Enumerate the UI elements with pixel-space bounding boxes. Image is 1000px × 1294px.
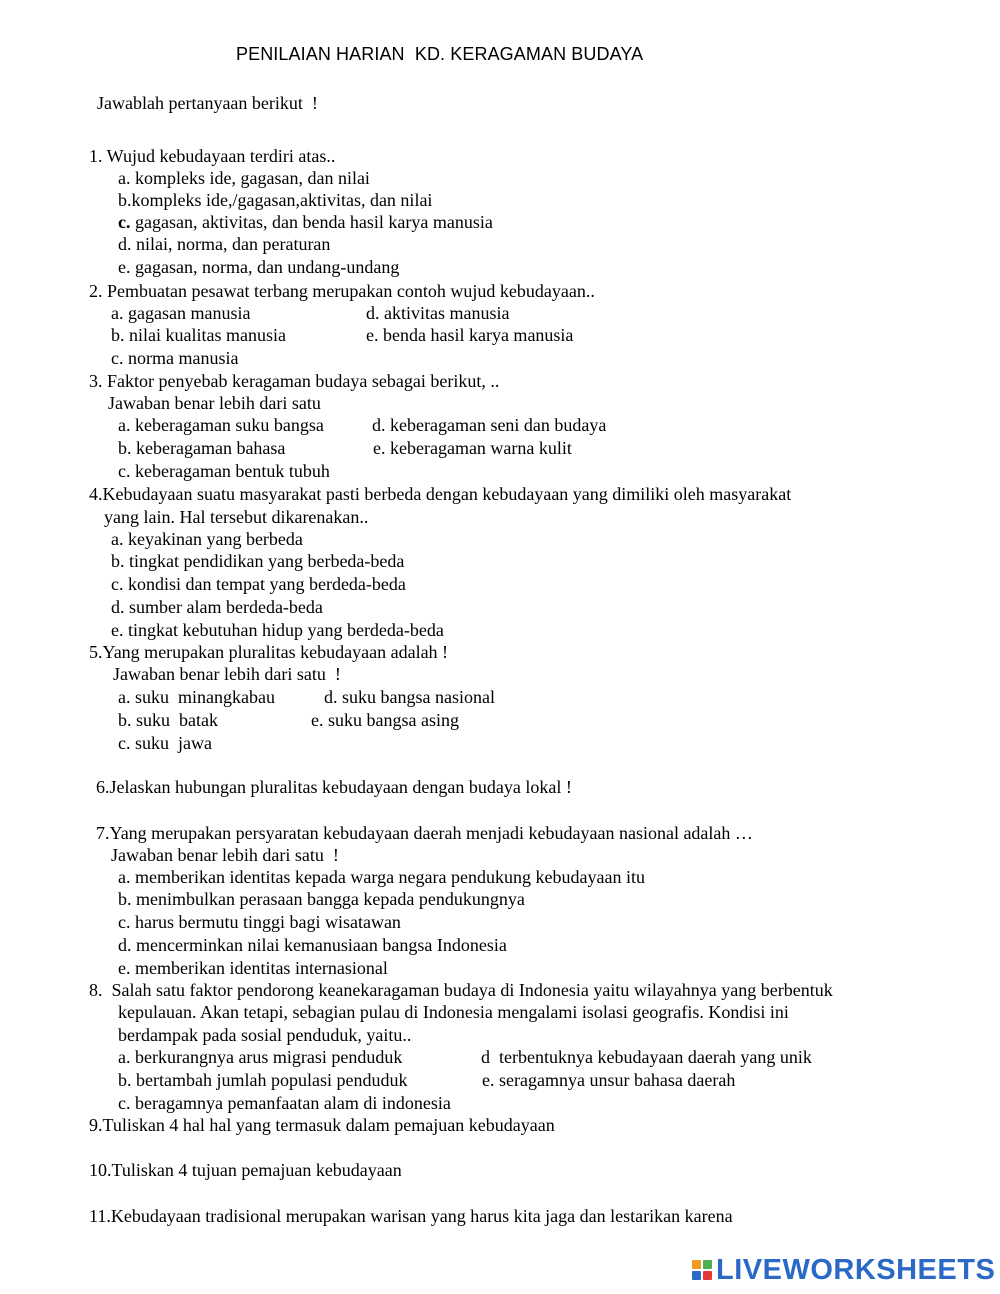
question-5-stem: 5.Yang merupakan pluralitas kebudayaan adalah ! [89, 642, 449, 662]
question-7-note: Jawaban benar lebih dari satu ! [111, 845, 339, 865]
question-5-option-b[interactable]: b. suku batak [118, 710, 218, 730]
question-1-option-c-text: gagasan, aktivitas, dan benda hasil karya manusia [130, 212, 493, 232]
question-2-option-c[interactable]: c. norma manusia [111, 348, 239, 368]
question-2-stem: 2. Pembuatan pesawat terbang merupakan contoh wujud kebudayaan.. [89, 281, 595, 301]
question-8-stem-line-1: 8. Salah satu faktor pendorong keanekaragaman budaya di Indonesia yaitu wilayahnya yang berbentuk [89, 980, 833, 1000]
question-8-option-a[interactable]: a. berkurangnya arus migrasi penduduk [118, 1047, 403, 1067]
liveworksheets-logo-text: LIVEWORKSHEETS [716, 1253, 996, 1286]
question-7-option-e[interactable]: e. memberikan identitas internasional [118, 958, 388, 978]
question-7-stem: 7.Yang merupakan persyaratan kebudayaan daerah menjadi kebudayaan nasional adalah … [96, 823, 753, 843]
instruction: Jawablah pertanyaan berikut ! [97, 93, 318, 113]
question-2-option-b[interactable]: b. nilai kualitas manusia [111, 325, 286, 345]
page-title: PENILAIAN HARIAN KD. KERAGAMAN BUDAYA [236, 44, 644, 64]
question-5-option-c[interactable]: c. suku jawa [118, 733, 212, 753]
question-8-option-b[interactable]: b. bertambah jumlah populasi penduduk [118, 1070, 408, 1090]
question-3-option-c[interactable]: c. keberagaman bentuk tubuh [118, 461, 330, 481]
question-1-option-c-letter: c. [118, 212, 131, 232]
question-4-option-c[interactable]: c. kondisi dan tempat yang berdeda-beda [111, 574, 406, 594]
question-1-option-d[interactable]: d. nilai, norma, dan peraturan [118, 234, 331, 254]
question-8-option-e[interactable]: e. seragamnya unsur bahasa daerah [482, 1070, 736, 1090]
question-5-option-d[interactable]: d. suku bangsa nasional [324, 687, 495, 707]
question-8-option-d[interactable]: d terbentuknya kebudayaan daerah yang unik [481, 1047, 812, 1067]
question-10-stem: 10.Tuliskan 4 tujuan pemajuan kebudayaan [89, 1160, 402, 1180]
question-2-option-e[interactable]: e. benda hasil karya manusia [366, 325, 574, 345]
question-7-option-c[interactable]: c. harus bermutu tinggi bagi wisatawan [118, 912, 401, 932]
question-4-option-b[interactable]: b. tingkat pendidikan yang berbeda-beda [111, 551, 405, 571]
question-4-option-d[interactable]: d. sumber alam berdeda-beda [111, 597, 323, 617]
question-8-stem-line-3: berdampak pada sosial penduduk, yaitu.. [118, 1025, 412, 1045]
question-3-option-d[interactable]: d. keberagaman seni dan budaya [372, 415, 607, 435]
liveworksheets-logo[interactable] [692, 1255, 995, 1285]
question-9-stem: 9.Tuliskan 4 hal hal yang termasuk dalam pemajuan kebudayaan [89, 1115, 555, 1135]
question-1-option-a[interactable]: a. kompleks ide, gagasan, dan nilai [118, 168, 370, 188]
question-2-option-d[interactable]: d. aktivitas manusia [366, 303, 510, 323]
question-11-stem: 11.Kebudayaan tradisional merupakan warisan yang harus kita jaga dan lestarikan karena [89, 1206, 733, 1226]
question-4-stem-line-1: 4.Kebudayaan suatu masyarakat pasti berbeda dengan kebudayaan yang dimiliki oleh masyarakat [89, 484, 792, 504]
question-4-option-a[interactable]: a. keyakinan yang berbeda [111, 529, 303, 549]
question-8-stem-line-2: kepulauan. Akan tetapi, sebagian pulau di Indonesia mengalami isolasi geografis. Kondisi ini [118, 1002, 789, 1022]
liveworksheets-logo-icon [692, 1260, 712, 1280]
question-1-stem: 1. Wujud kebudayaan terdiri atas.. [89, 146, 336, 166]
question-3-option-e[interactable]: e. keberagaman warna kulit [373, 438, 572, 458]
question-3-option-a[interactable]: a. keberagaman suku bangsa [118, 415, 324, 435]
question-3-stem: 3. Faktor penyebab keragaman budaya sebagai berikut, .. [89, 371, 500, 391]
question-1-option-c[interactable] [118, 211, 493, 233]
question-5-option-a[interactable]: a. suku minangkabau [118, 687, 275, 707]
question-1-option-b[interactable]: b.kompleks ide,/gagasan,aktivitas, dan nilai [118, 190, 433, 210]
question-8-option-c[interactable]: c. beragamnya pemanfaatan alam di indonesia [118, 1093, 451, 1113]
question-3-option-b[interactable]: b. keberagaman bahasa [118, 438, 286, 458]
question-6-stem: 6.Jelaskan hubungan pluralitas kebudayaan dengan budaya lokal ! [96, 777, 572, 797]
question-7-option-d[interactable]: d. mencerminkan nilai kemanusiaan bangsa Indonesia [118, 935, 507, 955]
question-4-stem-line-2: yang lain. Hal tersebut dikarenakan.. [104, 507, 369, 527]
question-7-option-a[interactable]: a. memberikan identitas kepada warga negara pendukung kebudayaan itu [118, 867, 645, 887]
question-2-option-a[interactable]: a. gagasan manusia [111, 303, 251, 323]
question-1-option-e[interactable]: e. gagasan, norma, dan undang-undang [118, 257, 400, 277]
question-3-note: Jawaban benar lebih dari satu [108, 393, 321, 413]
question-5-note: Jawaban benar lebih dari satu ! [113, 664, 341, 684]
question-4-option-e[interactable]: e. tingkat kebutuhan hidup yang berdeda-beda [111, 620, 444, 640]
question-7-option-b[interactable]: b. menimbulkan perasaan bangga kepada pendukungnya [118, 889, 525, 909]
question-5-option-e[interactable]: e. suku bangsa asing [311, 710, 459, 730]
